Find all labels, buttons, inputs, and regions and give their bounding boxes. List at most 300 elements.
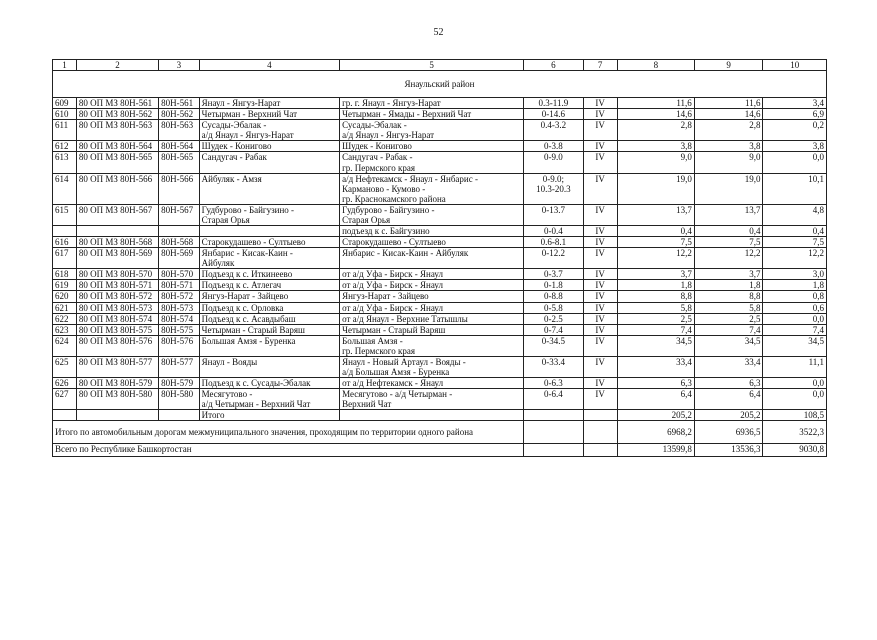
road-code: 80 ОП МЗ 80Н-580 <box>76 389 158 410</box>
km-range <box>524 248 583 269</box>
length-paved: 7,5 <box>763 237 827 248</box>
road-name-line: Гудбурово - Байгузино - <box>201 204 295 215</box>
district-summary-row-regional: 6936,5 <box>694 421 763 444</box>
km-range-line: 0-34.5 <box>541 335 565 346</box>
republic-total-row-label: Всего по Республике Башкортостан <box>53 444 524 457</box>
column-number: 7 <box>583 60 617 71</box>
road-id: 80Н-577 <box>159 356 200 377</box>
district-summary-row-length: 6968,2 <box>617 421 694 444</box>
road-route <box>340 152 524 173</box>
road-name <box>199 335 339 356</box>
road-id: 80Н-579 <box>159 378 200 389</box>
road-route <box>340 356 524 377</box>
road-name-line: Большая Амзя - Буренка <box>201 335 296 346</box>
km-range-line: 0-2.5 <box>543 313 563 324</box>
length-regional: 11,6 <box>694 98 763 109</box>
table-row <box>53 109 827 120</box>
road-id: 80Н-568 <box>159 237 200 248</box>
length-total: 7,4 <box>617 324 694 335</box>
length-regional: 2,5 <box>694 313 763 324</box>
row-number: 621 <box>53 302 77 313</box>
road-route <box>340 291 524 302</box>
road-name-line: а/д Янаул - Янгуз-Нарат <box>201 130 294 141</box>
length-regional: 5,8 <box>694 302 763 313</box>
road-id: 80Н-574 <box>159 313 200 324</box>
road-category: IV <box>583 313 617 324</box>
length-total: 6,4 <box>617 389 694 410</box>
km-range <box>524 120 583 141</box>
column-number-row <box>53 60 827 71</box>
table-body <box>53 60 827 457</box>
road-category: IV <box>583 248 617 269</box>
length-regional: 19,0 <box>694 173 763 204</box>
length-paved: 0,2 <box>763 120 827 141</box>
road-name <box>199 141 339 152</box>
road-code <box>76 226 158 237</box>
road-name <box>199 291 339 302</box>
table-row <box>53 302 827 313</box>
road-name <box>199 356 339 377</box>
road-category: IV <box>583 280 617 291</box>
table-row <box>53 280 827 291</box>
road-route <box>340 173 524 204</box>
km-range <box>524 141 583 152</box>
road-route <box>340 109 524 120</box>
km-range <box>524 152 583 173</box>
length-regional: 7,4 <box>694 324 763 335</box>
road-route <box>340 324 524 335</box>
road-id: 80Н-575 <box>159 324 200 335</box>
km-range-line: 0-5.8 <box>543 302 563 313</box>
length-total: 7,5 <box>617 237 694 248</box>
length-total: 2,5 <box>617 313 694 324</box>
road-route-line: от а/д Нефтекамск - Янаул <box>342 378 444 389</box>
km-range <box>524 313 583 324</box>
road-id: 80Н-561 <box>159 98 200 109</box>
empty-cell <box>53 410 77 421</box>
road-category: IV <box>583 141 617 152</box>
road-name <box>199 98 339 109</box>
table-row <box>53 313 827 324</box>
road-code: 80 ОП МЗ 80Н-571 <box>76 280 158 291</box>
km-range <box>524 226 583 237</box>
road-route-line: от а/д Янаул - Верхние Татышлы <box>342 313 468 324</box>
road-category: IV <box>583 204 617 225</box>
road-name <box>199 152 339 173</box>
row-number: 612 <box>53 141 77 152</box>
road-route-line: Верхний Чат <box>342 399 392 410</box>
empty-cell <box>524 421 583 444</box>
length-paved: 0,0 <box>763 152 827 173</box>
length-paved: 0,4 <box>763 226 827 237</box>
road-name-line: Сандугач - Рабак <box>201 152 267 163</box>
length-total: 19,0 <box>617 173 694 204</box>
page-number: 52 <box>433 27 444 38</box>
road-name <box>199 248 339 269</box>
road-id: 80Н-563 <box>159 120 200 141</box>
column-number: 3 <box>159 60 200 71</box>
road-route <box>340 204 524 225</box>
road-id: 80Н-570 <box>159 269 200 280</box>
road-name-line: Айбуляк - Амзя <box>201 173 262 184</box>
km-range <box>524 302 583 313</box>
road-category: IV <box>583 269 617 280</box>
road-name-line: Шудек - Конигово <box>201 141 272 152</box>
column-number: 2 <box>76 60 158 71</box>
road-category: IV <box>583 173 617 204</box>
row-number: 618 <box>53 269 77 280</box>
length-total: 33,4 <box>617 356 694 377</box>
table-row <box>53 378 827 389</box>
road-id: 80Н-564 <box>159 141 200 152</box>
road-route <box>340 226 524 237</box>
table-row <box>53 98 827 109</box>
km-range-line: 0-0.4 <box>543 226 563 237</box>
road-route-line: Гудбурово - Байгузино - <box>342 204 435 215</box>
length-paved: 0,0 <box>763 389 827 410</box>
length-paved: 0,0 <box>763 313 827 324</box>
km-range-line: 0-13.7 <box>541 204 565 215</box>
road-route-line: Старая Орья <box>342 214 391 225</box>
road-code: 80 ОП МЗ 80Н-570 <box>76 269 158 280</box>
road-name-line: Янаул - Янгуз-Нарат <box>201 98 281 109</box>
km-range <box>524 237 583 248</box>
road-code: 80 ОП МЗ 80Н-568 <box>76 237 158 248</box>
column-number: 4 <box>199 60 339 71</box>
km-range <box>524 378 583 389</box>
table-row <box>53 356 827 377</box>
road-category: IV <box>583 98 617 109</box>
district-summary-row-paved: 3522,3 <box>763 421 827 444</box>
road-code: 80 ОП МЗ 80Н-561 <box>76 98 158 109</box>
km-range <box>524 389 583 410</box>
table-row <box>53 141 827 152</box>
km-range-line: 0-7.4 <box>543 324 563 335</box>
district-summary-row-label: Итого по автомобильным дорогам межмуниципального значения, проходящим по территории одного района <box>53 421 524 444</box>
road-code: 80 ОП МЗ 80Н-564 <box>76 141 158 152</box>
road-name-line: Четырман - Верхний Чат <box>201 109 298 120</box>
road-code: 80 ОП МЗ 80Н-577 <box>76 356 158 377</box>
road-category: IV <box>583 324 617 335</box>
road-code: 80 ОП МЗ 80Н-573 <box>76 302 158 313</box>
empty-cell <box>159 410 200 421</box>
empty-cell <box>583 410 617 421</box>
column-number: 5 <box>340 60 524 71</box>
length-paved: 34,5 <box>763 335 827 356</box>
road-route-line: подъезд к с. Байгузино <box>342 226 430 237</box>
row-number: 627 <box>53 389 77 410</box>
length-paved: 0,0 <box>763 378 827 389</box>
row-number <box>53 226 77 237</box>
row-number: 625 <box>53 356 77 377</box>
road-route-line: Сандугач - Рабак - <box>342 152 413 163</box>
table-row <box>53 237 827 248</box>
km-range <box>524 280 583 291</box>
length-regional: 6,3 <box>694 378 763 389</box>
row-number: 619 <box>53 280 77 291</box>
road-id: 80Н-565 <box>159 152 200 173</box>
road-route-line: гр. Пермского края <box>342 345 415 356</box>
length-paved: 4,8 <box>763 204 827 225</box>
district-summary-row <box>53 421 827 444</box>
table-row <box>53 173 827 204</box>
road-route-line: гр. Пермского края <box>342 162 415 173</box>
row-number: 611 <box>53 120 77 141</box>
road-category: IV <box>583 335 617 356</box>
road-name-line: а/д Четырман - Верхний Чат <box>201 399 311 410</box>
road-route-line: гр. г. Янаул - Янгуз-Нарат <box>342 98 441 109</box>
km-range-line: 0-9.0 <box>543 152 563 163</box>
km-range <box>524 204 583 225</box>
road-name-line: Янгуз-Нарат - Зайцево <box>201 291 289 302</box>
road-name <box>199 269 339 280</box>
road-id: 80Н-566 <box>159 173 200 204</box>
length-regional: 33,4 <box>694 356 763 377</box>
km-range-line: 0-33.4 <box>541 356 565 367</box>
republic-total-row-length: 13599,8 <box>617 444 694 457</box>
table-row <box>53 248 827 269</box>
road-code: 80 ОП МЗ 80Н-566 <box>76 173 158 204</box>
road-route <box>340 141 524 152</box>
row-number: 615 <box>53 204 77 225</box>
km-range-line: 0-3.8 <box>543 141 563 152</box>
total-paved: 108,5 <box>763 410 827 421</box>
road-id: 80Н-576 <box>159 335 200 356</box>
road-route <box>340 280 524 291</box>
road-name-line: Подъезд к с. Атлегач <box>201 280 282 291</box>
road-route-line: Шудек - Конигово <box>342 141 412 152</box>
length-total: 13,7 <box>617 204 694 225</box>
km-range-line: 0.4-3.2 <box>540 120 567 131</box>
length-regional: 1,8 <box>694 280 763 291</box>
km-range-line: 0.6-8.1 <box>540 237 567 248</box>
total-regional: 205,2 <box>694 410 763 421</box>
length-paved: 3,4 <box>763 98 827 109</box>
km-range-line: 0-9.0; <box>542 173 564 184</box>
length-total: 6,3 <box>617 378 694 389</box>
road-route-line: Янаул - Новый Артаул - Вояды - <box>342 356 466 367</box>
km-range <box>524 335 583 356</box>
length-paved: 10,1 <box>763 173 827 204</box>
road-name-line: Подъезд к с. Сусады-Эбалак <box>201 378 311 389</box>
road-route <box>340 302 524 313</box>
road-code: 80 ОП МЗ 80Н-563 <box>76 120 158 141</box>
km-range-line: 0-6.3 <box>543 378 563 389</box>
road-name-line: Айбуляк <box>201 258 235 269</box>
road-id: 80Н-562 <box>159 109 200 120</box>
road-route-line: от а/д Уфа - Бирск - Янаул <box>342 280 443 291</box>
empty-cell <box>524 444 583 457</box>
road-route <box>340 335 524 356</box>
empty-cell <box>583 421 617 444</box>
length-regional: 34,5 <box>694 335 763 356</box>
column-number: 10 <box>763 60 827 71</box>
table-row <box>53 324 827 335</box>
length-regional: 14,6 <box>694 109 763 120</box>
road-code: 80 ОП МЗ 80Н-576 <box>76 335 158 356</box>
row-number: 622 <box>53 313 77 324</box>
republic-total-row-regional: 13536,3 <box>694 444 763 457</box>
km-range <box>524 291 583 302</box>
road-route-line: Старокудашево - Султыево <box>342 237 446 248</box>
road-name-line: Месягутово - <box>201 389 253 400</box>
road-category: IV <box>583 237 617 248</box>
row-number: 624 <box>53 335 77 356</box>
road-route-line: Янгуз-Нарат - Зайцево <box>342 291 429 302</box>
road-name-line: Четырман - Старый Варяш <box>201 324 305 335</box>
road-category: IV <box>583 356 617 377</box>
empty-cell <box>524 410 583 421</box>
km-range <box>524 109 583 120</box>
road-category: IV <box>583 226 617 237</box>
road-name <box>199 173 339 204</box>
roads-table <box>52 59 827 457</box>
length-regional: 12,2 <box>694 248 763 269</box>
total-row <box>53 410 827 421</box>
km-range <box>524 98 583 109</box>
table-row <box>53 204 827 225</box>
road-name-line: Подъезд к с. Иткинеево <box>201 269 293 280</box>
road-name-line: Янаул - Вояды <box>201 356 258 367</box>
km-range-line: 0.3-11.9 <box>538 98 569 109</box>
row-number: 610 <box>53 109 77 120</box>
table-row <box>53 120 827 141</box>
table-row <box>53 291 827 302</box>
road-code: 80 ОП МЗ 80Н-574 <box>76 313 158 324</box>
road-route-line: Янбарис - Кисак-Каин - Айбуляк <box>342 248 469 259</box>
road-name-line: Подъезд к с. Орловка <box>201 302 284 313</box>
km-range-line: 0-3.7 <box>543 269 563 280</box>
km-range <box>524 324 583 335</box>
length-regional: 0,4 <box>694 226 763 237</box>
length-total: 8,8 <box>617 291 694 302</box>
road-id: 80Н-567 <box>159 204 200 225</box>
road-route <box>340 98 524 109</box>
length-regional: 3,7 <box>694 269 763 280</box>
empty-cell <box>340 410 524 421</box>
length-regional: 6,4 <box>694 389 763 410</box>
road-route-line: гр. Краснокамского района <box>342 193 446 204</box>
column-number: 9 <box>694 60 763 71</box>
row-number: 623 <box>53 324 77 335</box>
length-total: 34,5 <box>617 335 694 356</box>
road-route <box>340 313 524 324</box>
road-code: 80 ОП МЗ 80Н-575 <box>76 324 158 335</box>
length-paved: 11,1 <box>763 356 827 377</box>
road-route-line: Карманово - Кумово - <box>342 183 426 194</box>
length-regional: 3,8 <box>694 141 763 152</box>
road-code: 80 ОП МЗ 80Н-579 <box>76 378 158 389</box>
road-code: 80 ОП МЗ 80Н-572 <box>76 291 158 302</box>
length-total: 11,6 <box>617 98 694 109</box>
row-number: 626 <box>53 378 77 389</box>
road-route-line: от а/д Уфа - Бирск - Янаул <box>342 269 443 280</box>
row-number: 609 <box>53 98 77 109</box>
length-total: 2,8 <box>617 120 694 141</box>
km-range-line: 0-14.6 <box>541 109 565 120</box>
road-name-line: Янбарис - Кисак-Каин - <box>201 248 293 259</box>
road-id: 80Н-571 <box>159 280 200 291</box>
table-row <box>53 152 827 173</box>
road-category: IV <box>583 120 617 141</box>
table-row <box>53 269 827 280</box>
km-range <box>524 269 583 280</box>
road-route <box>340 237 524 248</box>
road-code: 80 ОП МЗ 80Н-567 <box>76 204 158 225</box>
road-route-line: а/д Янаул - Янгуз-Нарат <box>342 130 435 141</box>
length-regional: 8,8 <box>694 291 763 302</box>
row-number: 616 <box>53 237 77 248</box>
republic-total-row <box>53 444 827 457</box>
road-category: IV <box>583 389 617 410</box>
road-route <box>340 120 524 141</box>
length-paved: 6,9 <box>763 109 827 120</box>
road-name <box>199 226 339 237</box>
road-code: 80 ОП МЗ 80Н-569 <box>76 248 158 269</box>
row-number: 617 <box>53 248 77 269</box>
total-length: 205,2 <box>617 410 694 421</box>
length-regional: 13,7 <box>694 204 763 225</box>
road-name <box>199 389 339 410</box>
road-name <box>199 204 339 225</box>
length-total: 0,4 <box>617 226 694 237</box>
road-route-line: Большая Амзя - <box>342 335 403 346</box>
length-total: 9,0 <box>617 152 694 173</box>
road-name-line: Подъезд к с. Асавдыбаш <box>201 313 296 324</box>
road-id: 80Н-569 <box>159 248 200 269</box>
road-id <box>159 226 200 237</box>
road-route-line: Сусады-Эбалак - <box>342 120 407 131</box>
row-number: 613 <box>53 152 77 173</box>
length-regional: 9,0 <box>694 152 763 173</box>
length-paved: 3,0 <box>763 269 827 280</box>
length-paved: 12,2 <box>763 248 827 269</box>
table-row <box>53 389 827 410</box>
length-total: 1,8 <box>617 280 694 291</box>
road-category: IV <box>583 109 617 120</box>
km-range <box>524 173 583 204</box>
column-number: 8 <box>617 60 694 71</box>
table-row <box>53 335 827 356</box>
road-code: 80 ОП МЗ 80Н-562 <box>76 109 158 120</box>
km-range-line: 10.3-20.3 <box>536 183 571 194</box>
road-name <box>199 302 339 313</box>
length-regional: 2,8 <box>694 120 763 141</box>
road-name <box>199 109 339 120</box>
road-name <box>199 313 339 324</box>
empty-cell <box>76 410 158 421</box>
road-name <box>199 120 339 141</box>
road-id: 80Н-573 <box>159 302 200 313</box>
km-range-line: 0-1.8 <box>543 280 563 291</box>
length-paved: 3,8 <box>763 141 827 152</box>
road-category: IV <box>583 378 617 389</box>
length-total: 3,8 <box>617 141 694 152</box>
length-total: 5,8 <box>617 302 694 313</box>
road-route <box>340 269 524 280</box>
road-name <box>199 324 339 335</box>
road-route <box>340 248 524 269</box>
road-route-line: Четырман - Ямады - Верхний Чат <box>342 109 472 120</box>
region-title: Янаульский район <box>53 71 827 98</box>
road-code: 80 ОП МЗ 80Н-565 <box>76 152 158 173</box>
road-id: 80Н-572 <box>159 291 200 302</box>
total-label: Итого <box>199 410 339 421</box>
road-name <box>199 378 339 389</box>
km-range-line: 0-8.8 <box>543 291 563 302</box>
road-name-line: Старая Орья <box>201 214 250 225</box>
road-name <box>199 280 339 291</box>
